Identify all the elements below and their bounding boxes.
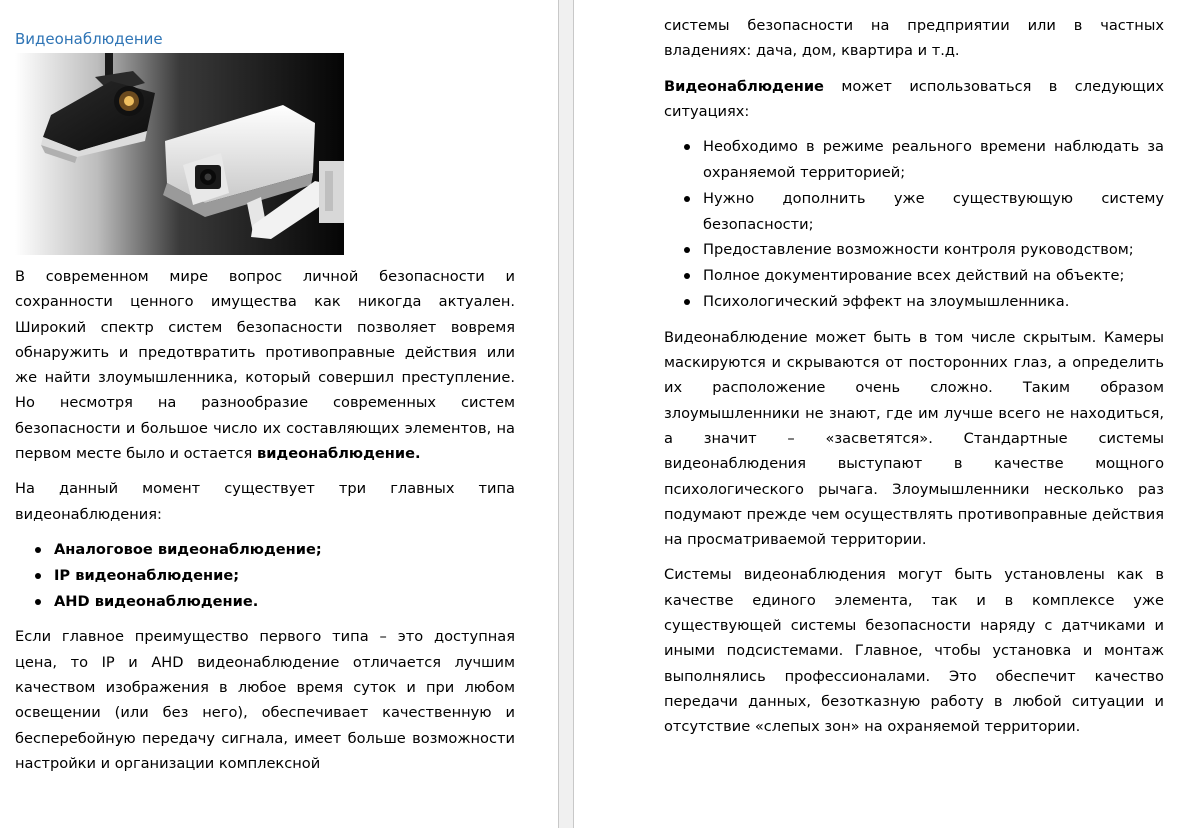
surveillance-cameras-photo [15,53,344,255]
left-page [0,0,558,828]
hidden-surveillance-paragraph: Видеонаблюдение может быть в том числе скрытым. Камеры маскируются и скрываются от посторонних глаз, а определить их расположение очень сложно. Таким образом злоумышленники не знают, где им лучше всего не находиться, а значит – «засветятся». Стандартные системы видеонаблюдения выступают в качестве мощного психологического рычага. Злоумышленники несколько раз подумают прежде чем осуществлять противоправные действия на просматриваемой территории. [664,328,1164,549]
advantages-paragraph: Если главное преимущество первого типа – это доступная цена, то IP и AHD видеонаблюдение отличается лучшим качеством изображения в любое время суток и при любом освещении (или без него), обеспечивает качественную и бесперебойную передачу сигнала, имеет больше возможности настройки и организации комплексной [15,628,515,772]
installation-paragraph: Системы видеонаблюдения могут быть установлены как в качестве единого элемента, так и в комплексе уже существующей системы безопасности наряду с датчиками и иными подсистемами. Главное, чтобы установка и монтаж выполнялись профессионалами. Это обеспечит качество передачи данных, безотказную работу в любой ситуации и отсутствие «слепых зон» на охраняемой территории. [664,566,1164,736]
intro-text: В современном мире вопрос личной безопасности и сохранности ценного имущества как никогда актуален. Широкий спектр систем безопасности позволяет вовремя обнаружить и предотвратить противоправные действия или же найти злоумышленника, который совершил преступление. Но несмотря на разнообразие современных систем безопасности и большое число их составляющих элементов, на первом месте было и остается [15,268,515,463]
section-heading: Видеонаблюдение [15,30,163,48]
page-gutter [558,0,574,828]
list-item: Необходимо в режиме реального времени наблюдать за охраняемой территорией; [703,134,1164,186]
continued-paragraph: системы безопасности на предприятии или в частных владениях: дача, дом, квартира и т.д. [664,17,1164,60]
list-item: Психологический эффект на злоумышленника. [703,289,1164,315]
situations-bold-term: Видеонаблюдение [664,77,824,95]
right-page [574,0,1195,828]
left-column-text [15,264,515,776]
intro-paragraph [15,264,515,466]
surveillance-types-list [15,537,515,614]
list-item: AHD видеонаблюдение. [54,589,515,615]
situations-intro-paragraph [664,74,1164,125]
list-item: Нужно дополнить уже существующую систему безопасности; [703,186,1164,238]
list-item: Полное документирование всех действий на объекте; [703,263,1164,289]
list-item: Аналоговое видеонаблюдение; [54,537,515,563]
situations-list [664,134,1164,315]
situations-intro-text: может использоваться в следующих ситуациях: [664,77,1164,120]
intro-bold-term: видеонаблюдение. [256,445,421,463]
types-intro-paragraph: На данный момент существует три главных типа видеонаблюдения: [15,480,515,523]
list-item: IP видеонаблюдение; [54,563,515,589]
right-column-text [664,13,1164,740]
list-item: Предоставление возможности контроля руководством; [703,237,1164,263]
